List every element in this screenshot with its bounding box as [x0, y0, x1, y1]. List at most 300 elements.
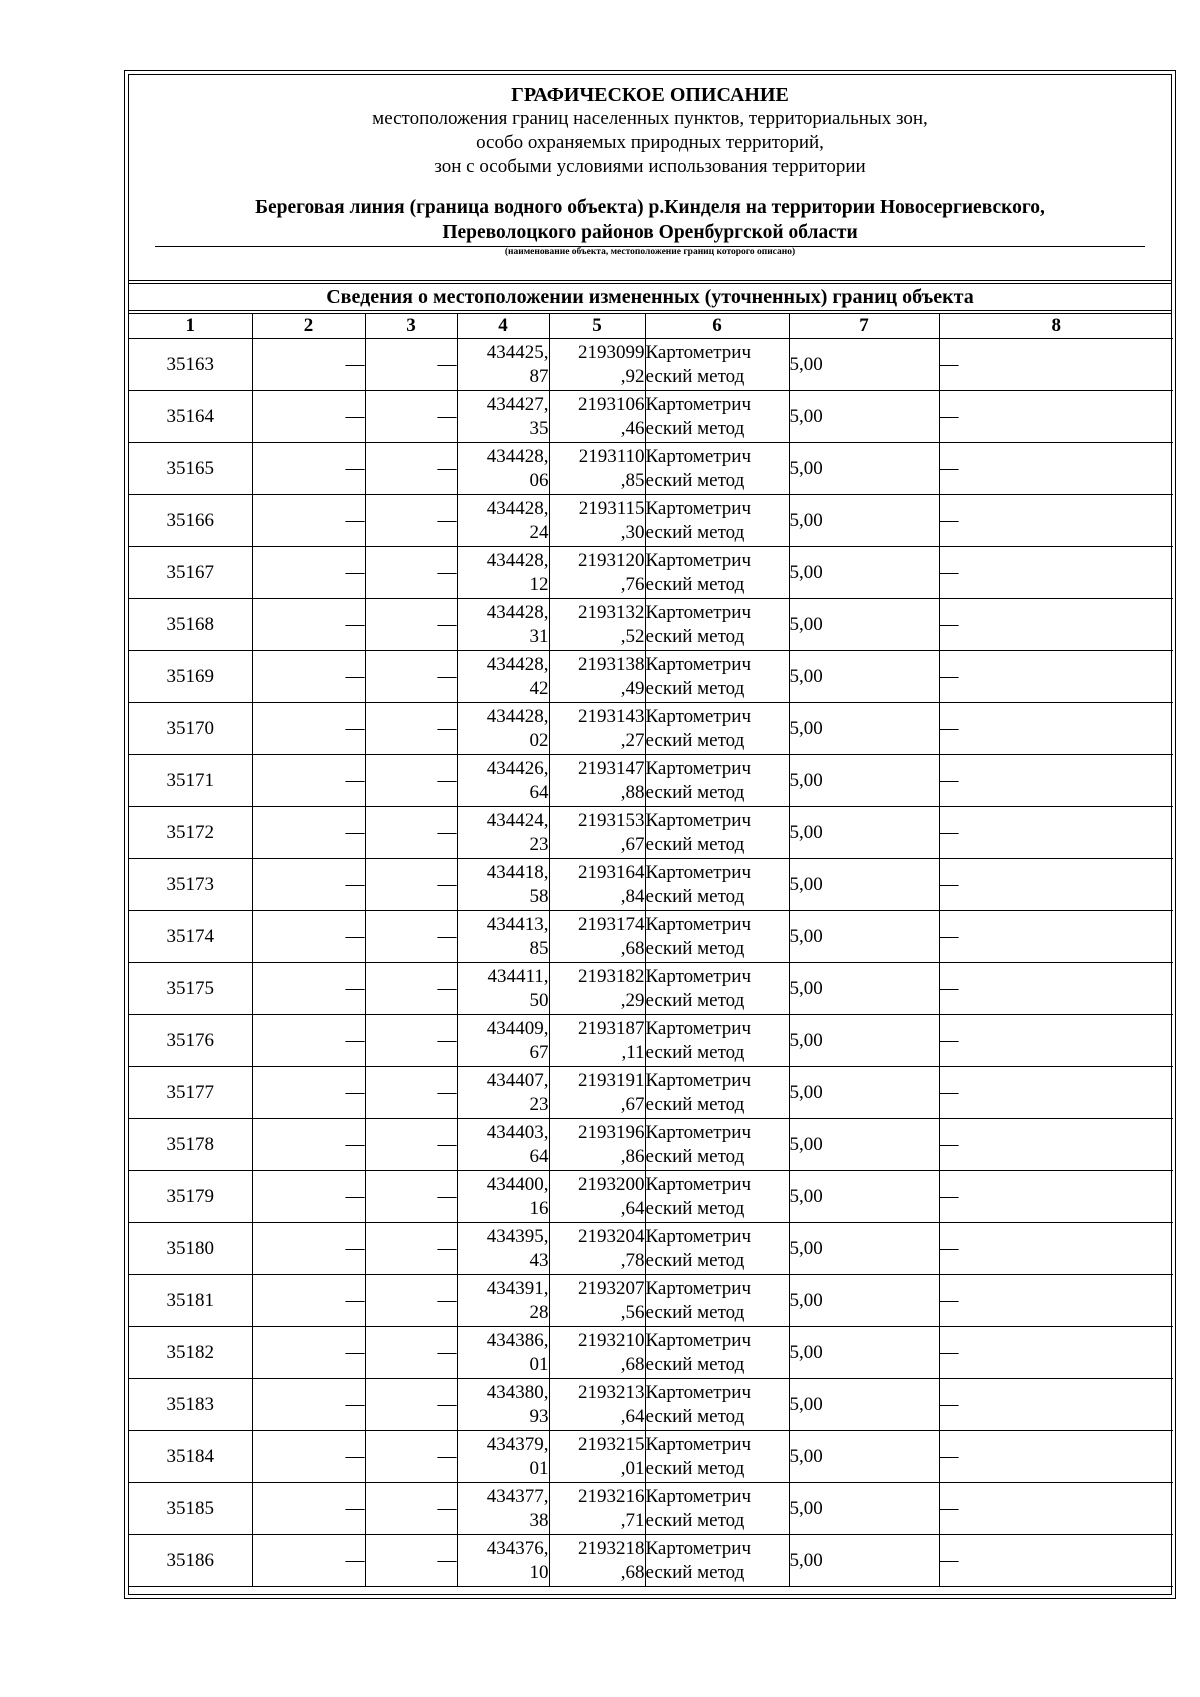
table-row: [129, 1535, 1173, 1587]
coord-y-part1: 2193210: [578, 1329, 645, 1351]
table-body: [129, 339, 1173, 1587]
table-row: [129, 1015, 1173, 1067]
method: [645, 1431, 789, 1483]
coord-x: [457, 1223, 549, 1275]
point-number: 35182: [129, 1327, 252, 1379]
col3-dash: —: [365, 755, 457, 807]
coord-y-part1: 2193207: [578, 1277, 645, 1299]
column-header-7: 7: [789, 314, 939, 339]
col8-dash: —: [939, 1431, 1173, 1483]
coord-x-part1: 434395,: [486, 1225, 549, 1247]
point-number: 35173: [129, 859, 252, 911]
col8-dash: —: [939, 1275, 1173, 1327]
boundary-points-table: [129, 314, 1173, 1587]
col3-dash: —: [365, 1327, 457, 1379]
coord-x-part1: 434377,: [486, 1485, 549, 1507]
coord-x: [457, 1275, 549, 1327]
method-line-1: Картометрич: [645, 1537, 752, 1559]
col8-dash: —: [939, 391, 1173, 443]
accuracy-value: 5,00: [789, 1535, 939, 1587]
method-line-2: еский метод: [645, 937, 745, 959]
coord-y: [549, 1535, 645, 1587]
coord-y: [549, 1171, 645, 1223]
point-number: 35176: [129, 1015, 252, 1067]
coord-x-part1: 434391,: [486, 1277, 549, 1299]
accuracy-value: 5,00: [789, 1171, 939, 1223]
coord-x: [457, 963, 549, 1015]
point-number: 35179: [129, 1171, 252, 1223]
coord-y: [549, 599, 645, 651]
accuracy-value: 5,00: [789, 339, 939, 391]
point-number: 35171: [129, 755, 252, 807]
col8-dash: —: [939, 547, 1173, 599]
column-header-1: 1: [129, 314, 252, 339]
table-row: [129, 339, 1173, 391]
coord-x-part2: 64: [529, 781, 549, 803]
coord-x-part2: 38: [529, 1509, 549, 1531]
method-line-1: Картометрич: [645, 1017, 752, 1039]
coord-x-part2: 64: [529, 1145, 549, 1167]
table-row: [129, 1379, 1173, 1431]
coord-x-part1: 434379,: [486, 1433, 549, 1455]
col8-dash: —: [939, 651, 1173, 703]
method-line-2: еский метод: [645, 1145, 745, 1167]
col8-dash: —: [939, 599, 1173, 651]
coord-x: [457, 599, 549, 651]
coord-y-part2: ,29: [620, 989, 645, 1011]
coord-x-part2: 93: [529, 1405, 549, 1427]
accuracy-value: 5,00: [789, 1327, 939, 1379]
method: [645, 391, 789, 443]
coord-y: [549, 807, 645, 859]
table-row: [129, 1431, 1173, 1483]
coord-x: [457, 1067, 549, 1119]
method-line-2: еский метод: [645, 989, 745, 1011]
col2-dash: —: [252, 1431, 365, 1483]
coord-y: [549, 1275, 645, 1327]
coord-y-part1: 2193132: [578, 601, 645, 623]
method-line-2: еский метод: [645, 469, 745, 491]
accuracy-value: 5,00: [789, 599, 939, 651]
table-row: [129, 911, 1173, 963]
point-number: 35177: [129, 1067, 252, 1119]
col8-dash: —: [939, 495, 1173, 547]
col3-dash: —: [365, 1171, 457, 1223]
col2-dash: —: [252, 1015, 365, 1067]
coord-y-part1: 2193106: [578, 393, 645, 415]
accuracy-value: 5,00: [789, 807, 939, 859]
coord-y-part2: ,88: [620, 781, 645, 803]
col2-dash: —: [252, 391, 365, 443]
coord-y-part2: ,78: [620, 1249, 645, 1271]
col2-dash: —: [252, 1223, 365, 1275]
coord-y-part2: ,86: [620, 1145, 645, 1167]
coord-y-part2: ,64: [620, 1197, 645, 1219]
column-header-3: 3: [365, 314, 457, 339]
coord-y: [549, 391, 645, 443]
method: [645, 911, 789, 963]
accuracy-value: 5,00: [789, 1431, 939, 1483]
point-number: 35174: [129, 911, 252, 963]
coord-y-part1: 2193153: [578, 809, 645, 831]
coord-x: [457, 1171, 549, 1223]
col2-dash: —: [252, 651, 365, 703]
coord-y: [549, 911, 645, 963]
column-header-2: 2: [252, 314, 365, 339]
point-number: 35167: [129, 547, 252, 599]
coord-y-part2: ,85: [620, 469, 645, 491]
column-number-row: [129, 314, 1173, 339]
method: [645, 963, 789, 1015]
coord-y-part1: 2193200: [578, 1173, 645, 1195]
coord-x-part1: 434424,: [486, 809, 549, 831]
method: [645, 1483, 789, 1535]
coord-x: [457, 807, 549, 859]
coord-y-part1: 2193147: [578, 757, 645, 779]
coord-y: [549, 859, 645, 911]
method-line-1: Картометрич: [645, 1121, 752, 1143]
accuracy-value: 5,00: [789, 391, 939, 443]
coord-y-part1: 2193213: [578, 1381, 645, 1403]
document-header: [129, 75, 1171, 280]
method-line-2: еский метод: [645, 885, 745, 907]
accuracy-value: 5,00: [789, 911, 939, 963]
table-row: [129, 651, 1173, 703]
col8-dash: —: [939, 807, 1173, 859]
coord-y-part1: 2193215: [578, 1433, 645, 1455]
col2-dash: —: [252, 755, 365, 807]
method: [645, 651, 789, 703]
coord-x: [457, 651, 549, 703]
coord-y-part2: ,56: [620, 1301, 645, 1323]
coord-y-part2: ,27: [620, 729, 645, 751]
method-line-2: еский метод: [645, 1249, 745, 1271]
coord-y-part2: ,30: [620, 521, 645, 543]
coord-y: [549, 1015, 645, 1067]
col2-dash: —: [252, 599, 365, 651]
accuracy-value: 5,00: [789, 1483, 939, 1535]
point-number: 35170: [129, 703, 252, 755]
coord-y-part1: 2193196: [578, 1121, 645, 1143]
accuracy-value: 5,00: [789, 703, 939, 755]
coord-x: [457, 495, 549, 547]
point-number: 35165: [129, 443, 252, 495]
coord-y-part1: 2193115: [578, 497, 645, 519]
col2-dash: —: [252, 963, 365, 1015]
coord-x-part1: 434400,: [486, 1173, 549, 1195]
col3-dash: —: [365, 1483, 457, 1535]
coord-x-part1: 434380,: [486, 1381, 549, 1403]
coord-x: [457, 443, 549, 495]
table-row: [129, 547, 1173, 599]
col8-dash: —: [939, 1119, 1173, 1171]
method-line-2: еский метод: [645, 729, 745, 751]
coord-y: [549, 755, 645, 807]
coord-x-part1: 434411,: [487, 965, 549, 987]
method: [645, 599, 789, 651]
method-line-2: еский метод: [645, 1353, 745, 1375]
accuracy-value: 5,00: [789, 1015, 939, 1067]
point-number: 35175: [129, 963, 252, 1015]
method-line-1: Картометрич: [645, 1433, 752, 1455]
coord-x: [457, 1431, 549, 1483]
method: [645, 1119, 789, 1171]
method: [645, 547, 789, 599]
coord-x-part2: 43: [529, 1249, 549, 1271]
subtitle-line-2: особо охраняемых природных территорий,: [476, 132, 824, 153]
coord-x: [457, 547, 549, 599]
point-number: 35163: [129, 339, 252, 391]
accuracy-value: 5,00: [789, 1379, 939, 1431]
method-line-2: еский метод: [645, 1197, 745, 1219]
point-number: 35172: [129, 807, 252, 859]
table-row: [129, 1119, 1173, 1171]
col8-dash: —: [939, 1379, 1173, 1431]
col8-dash: —: [939, 1067, 1173, 1119]
coord-y: [549, 495, 645, 547]
col3-dash: —: [365, 599, 457, 651]
col3-dash: —: [365, 495, 457, 547]
coord-x-part2: 02: [529, 729, 549, 751]
method-line-2: еский метод: [645, 417, 745, 439]
col3-dash: —: [365, 651, 457, 703]
coord-y-part1: 2193143: [578, 705, 645, 727]
coord-y-part1: 2193120: [578, 549, 645, 571]
coord-y-part2: ,92: [620, 365, 645, 387]
coord-y: [549, 339, 645, 391]
point-number: 35164: [129, 391, 252, 443]
method-line-2: еский метод: [645, 833, 745, 855]
coord-x: [457, 1327, 549, 1379]
col8-dash: —: [939, 963, 1173, 1015]
col8-dash: —: [939, 703, 1173, 755]
coord-x-part1: 434418,: [486, 861, 549, 883]
method-line-2: еский метод: [645, 521, 745, 543]
coord-y-part2: ,68: [620, 937, 645, 959]
accuracy-value: 5,00: [789, 1067, 939, 1119]
method: [645, 339, 789, 391]
coord-x-part2: 42: [529, 677, 549, 699]
coord-x-part1: 434426,: [486, 757, 549, 779]
coord-x: [457, 1119, 549, 1171]
coord-y-part2: ,11: [621, 1041, 645, 1063]
coord-x-part1: 434413,: [486, 913, 549, 935]
col8-dash: —: [939, 911, 1173, 963]
accuracy-value: 5,00: [789, 547, 939, 599]
col8-dash: —: [939, 1015, 1173, 1067]
point-number: 35169: [129, 651, 252, 703]
method-line-1: Картометрич: [645, 861, 752, 883]
method-line-1: Картометрич: [645, 601, 752, 623]
coord-x: [457, 911, 549, 963]
point-number: 35180: [129, 1223, 252, 1275]
method-line-1: Картометрич: [645, 445, 752, 467]
method: [645, 1171, 789, 1223]
method-line-1: Картометрич: [645, 809, 752, 831]
coord-y-part2: ,52: [620, 625, 645, 647]
accuracy-value: 5,00: [789, 963, 939, 1015]
method: [645, 1275, 789, 1327]
col8-dash: —: [939, 755, 1173, 807]
col3-dash: —: [365, 1119, 457, 1171]
method-line-1: Картометрич: [645, 705, 752, 727]
accuracy-value: 5,00: [789, 651, 939, 703]
coord-x-part1: 434427,: [486, 393, 549, 415]
col2-dash: —: [252, 547, 365, 599]
coord-x: [457, 755, 549, 807]
table-row: [129, 1483, 1173, 1535]
col8-dash: —: [939, 443, 1173, 495]
coord-x-part1: 434425,: [486, 341, 549, 363]
coord-x-part2: 87: [529, 365, 549, 387]
method-line-2: еский метод: [645, 1093, 745, 1115]
coord-x: [457, 1483, 549, 1535]
method-line-1: Картометрич: [645, 393, 752, 415]
point-number: 35181: [129, 1275, 252, 1327]
coord-y-part1: 2193099: [578, 341, 645, 363]
col3-dash: —: [365, 703, 457, 755]
coord-y-part1: 2193174: [578, 913, 645, 935]
coord-x-part2: 31: [529, 625, 549, 647]
coord-x-part2: 58: [529, 885, 549, 907]
coord-x-part1: 434386,: [486, 1329, 549, 1351]
coord-x-part1: 434428,: [486, 705, 549, 727]
table-row: [129, 963, 1173, 1015]
method-line-2: еский метод: [645, 1457, 745, 1479]
table-row: [129, 1067, 1173, 1119]
accuracy-value: 5,00: [789, 1275, 939, 1327]
col3-dash: —: [365, 1015, 457, 1067]
coord-x: [457, 339, 549, 391]
col3-dash: —: [365, 547, 457, 599]
coord-x-part2: 06: [529, 469, 549, 491]
method-line-1: Картометрич: [645, 549, 752, 571]
coord-x-part2: 50: [529, 989, 549, 1011]
coord-x-part2: 12: [529, 573, 549, 595]
coord-x: [457, 1535, 549, 1587]
method-line-1: Картометрич: [645, 341, 752, 363]
column-header-8: 8: [939, 314, 1173, 339]
method-line-1: Картометрич: [645, 1485, 752, 1507]
col2-dash: —: [252, 1119, 365, 1171]
col2-dash: —: [252, 495, 365, 547]
header-divider-outer: [129, 280, 1171, 281]
col2-dash: —: [252, 859, 365, 911]
coord-y-part2: ,68: [620, 1561, 645, 1583]
accuracy-value: 5,00: [789, 1119, 939, 1171]
accuracy-value: 5,00: [789, 1223, 939, 1275]
point-number: 35186: [129, 1535, 252, 1587]
coord-y: [549, 1067, 645, 1119]
method-line-1: Картометрич: [645, 1381, 752, 1403]
coord-x-part2: 01: [529, 1457, 549, 1479]
col3-dash: —: [365, 911, 457, 963]
document-title: ГРАФИЧЕСКОЕ ОПИСАНИЕ: [511, 84, 789, 106]
coord-x: [457, 1379, 549, 1431]
accuracy-value: 5,00: [789, 495, 939, 547]
method: [645, 1327, 789, 1379]
col2-dash: —: [252, 1379, 365, 1431]
object-name-line-2: Переволоцкого районов Оренбургской области: [442, 222, 858, 243]
coord-y-part2: ,01: [620, 1457, 645, 1479]
col2-dash: —: [252, 339, 365, 391]
coord-y: [549, 963, 645, 1015]
section-title: Сведения о местоположении измененных (уточненных) границ объекта: [326, 286, 974, 308]
coord-x: [457, 391, 549, 443]
accuracy-value: 5,00: [789, 443, 939, 495]
table-row: [129, 1327, 1173, 1379]
coord-x-part1: 434428,: [486, 445, 549, 467]
coord-y-part1: 2193204: [578, 1225, 645, 1247]
method: [645, 1379, 789, 1431]
coord-x-part2: 01: [529, 1353, 549, 1375]
coord-x: [457, 1015, 549, 1067]
coord-x-part2: 28: [529, 1301, 549, 1323]
coord-y-part2: ,64: [620, 1405, 645, 1427]
col2-dash: —: [252, 807, 365, 859]
coord-x-part1: 434407,: [486, 1069, 549, 1091]
document-frame: [124, 70, 1176, 1599]
section-divider-outer: [129, 310, 1171, 311]
col8-dash: —: [939, 1171, 1173, 1223]
coord-x: [457, 859, 549, 911]
method: [645, 859, 789, 911]
coord-y-part2: ,67: [620, 833, 645, 855]
coord-x: [457, 703, 549, 755]
table-row: [129, 599, 1173, 651]
coord-y-part1: 2193191: [578, 1069, 645, 1091]
method-line-2: еский метод: [645, 1405, 745, 1427]
method-line-1: Картометрич: [645, 497, 752, 519]
table-row: [129, 1223, 1173, 1275]
coord-y: [549, 1483, 645, 1535]
method-line-1: Картометрич: [645, 1329, 752, 1351]
coord-y-part2: ,68: [620, 1353, 645, 1375]
method: [645, 807, 789, 859]
table-row: [129, 443, 1173, 495]
method-line-2: еский метод: [645, 573, 745, 595]
col2-dash: —: [252, 1483, 365, 1535]
accuracy-value: 5,00: [789, 755, 939, 807]
coord-y-part2: ,84: [620, 885, 645, 907]
col3-dash: —: [365, 1431, 457, 1483]
subtitle-line-3: зон с особыми условиями использования территории: [434, 156, 866, 177]
coord-y-part1: 2193187: [578, 1017, 645, 1039]
method-line-2: еский метод: [645, 365, 745, 387]
method: [645, 443, 789, 495]
method-line-2: еский метод: [645, 1301, 745, 1323]
coord-y-part2: ,46: [620, 417, 645, 439]
method-line-1: Картометрич: [645, 965, 752, 987]
table-row: [129, 859, 1173, 911]
coord-x-part1: 434428,: [486, 549, 549, 571]
col2-dash: —: [252, 911, 365, 963]
coord-x-part2: 67: [529, 1041, 549, 1063]
point-number: 35166: [129, 495, 252, 547]
coord-y: [549, 1119, 645, 1171]
coord-x-part1: 434428,: [486, 653, 549, 675]
coord-y: [549, 1223, 645, 1275]
coord-y-part1: 2193218: [578, 1537, 645, 1559]
method-line-1: Картометрич: [645, 1225, 752, 1247]
col3-dash: —: [365, 1379, 457, 1431]
coord-y: [549, 443, 645, 495]
coord-y-part1: 2193110: [578, 445, 645, 467]
col2-dash: —: [252, 1327, 365, 1379]
method: [645, 755, 789, 807]
col3-dash: —: [365, 391, 457, 443]
col2-dash: —: [252, 1171, 365, 1223]
